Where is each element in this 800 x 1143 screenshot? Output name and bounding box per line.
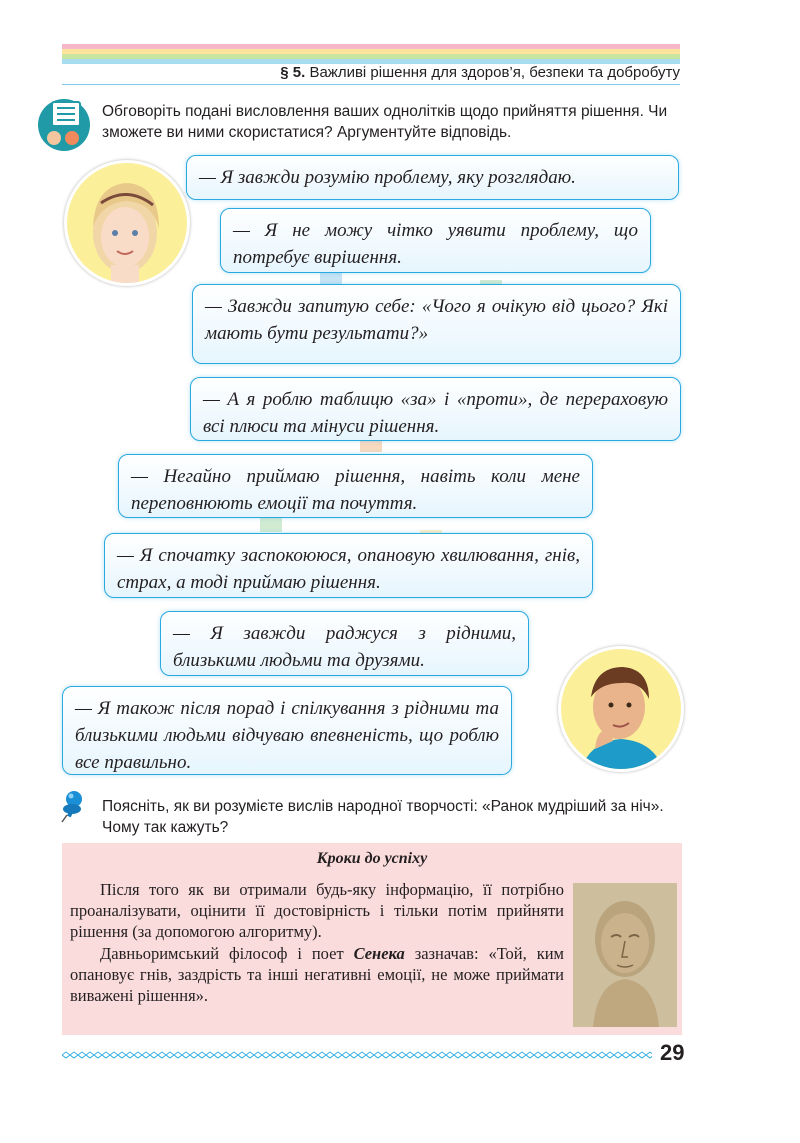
- statement-bubble-2: — Я не можу чітко уявити проблему, що потребує вирішення.: [220, 208, 651, 273]
- steps-to-success-box: [62, 843, 682, 1035]
- section-number: § 5.: [280, 64, 306, 81]
- footer-ornament: [62, 1051, 652, 1059]
- statement-bubble-8: — Я також після порад і спілкування з рідними та близькими людьми відчуваю впевненість, що роблю все правильно.: [62, 686, 512, 775]
- seneca-intro: Давньоримський філософ і поет: [100, 943, 354, 963]
- header-divider: [62, 84, 680, 85]
- statement-bubble-4: — А я роблю таблицю «за» і «проти», де перераховую всі плюси та мінуси рішення.: [190, 377, 681, 441]
- girl-avatar: [64, 160, 190, 286]
- pushpin-icon: [58, 789, 88, 823]
- seneca-name: Сенека: [353, 943, 405, 963]
- statement-bubble-5: — Негайно приймаю рішення, навіть коли мене переповнюють емоції та почуття.: [118, 454, 593, 518]
- statement-bubble-1: — Я завжди розумію проблему, яку розглядаю.: [186, 155, 679, 200]
- running-header: [280, 64, 680, 81]
- statement-bubble-7: — Я завжди раджуся з рідними, близькими людьми та друзями.: [160, 611, 529, 676]
- steps-to-success-title: Кроки до успіху: [316, 850, 428, 867]
- boy-avatar: [558, 646, 684, 772]
- page-number: 29: [660, 1040, 685, 1065]
- folk-saying-question: Поясніть, як ви розумієте вислів народної творчості: «Ранок мудріший за ніч». Чому так кажуть?: [102, 798, 664, 836]
- success-paragraph-2: [70, 943, 564, 1007]
- discussion-icon: [38, 99, 90, 151]
- section-title: Важливі рішення для здоров’я, безпеки та добробуту: [309, 64, 680, 81]
- seneca-quote: зазначав: «Той, ким опановує гнів, заздрість та інші негативні емоції, не може приймати виважені рішення».: [70, 943, 564, 1006]
- steps-to-success-text: [70, 879, 564, 1006]
- seneca-bust-image: [573, 883, 677, 1027]
- discussion-prompt: Обговоріть подані висловлення ваших однолітків щодо прийняття рішення. Чи зможете ви ними скористатися? Аргументуйте відповідь.: [102, 103, 668, 141]
- statement-bubble-3: — Завжди запитую себе: «Чого я очікую від цього? Які мають бути результати?»: [192, 284, 681, 364]
- statement-bubble-6: — Я спочатку заспокоююся, опановую хвилювання, гнів, страх, а тоді приймаю рішення.: [104, 533, 593, 598]
- header-stripes: [62, 44, 680, 64]
- success-paragraph-1: Після того як ви отримали будь-яку інформацію, її потрібно проаналізувати, оцінити її достовірність і тільки потім прийняти рішення (за допомогою алгоритму).: [70, 880, 564, 942]
